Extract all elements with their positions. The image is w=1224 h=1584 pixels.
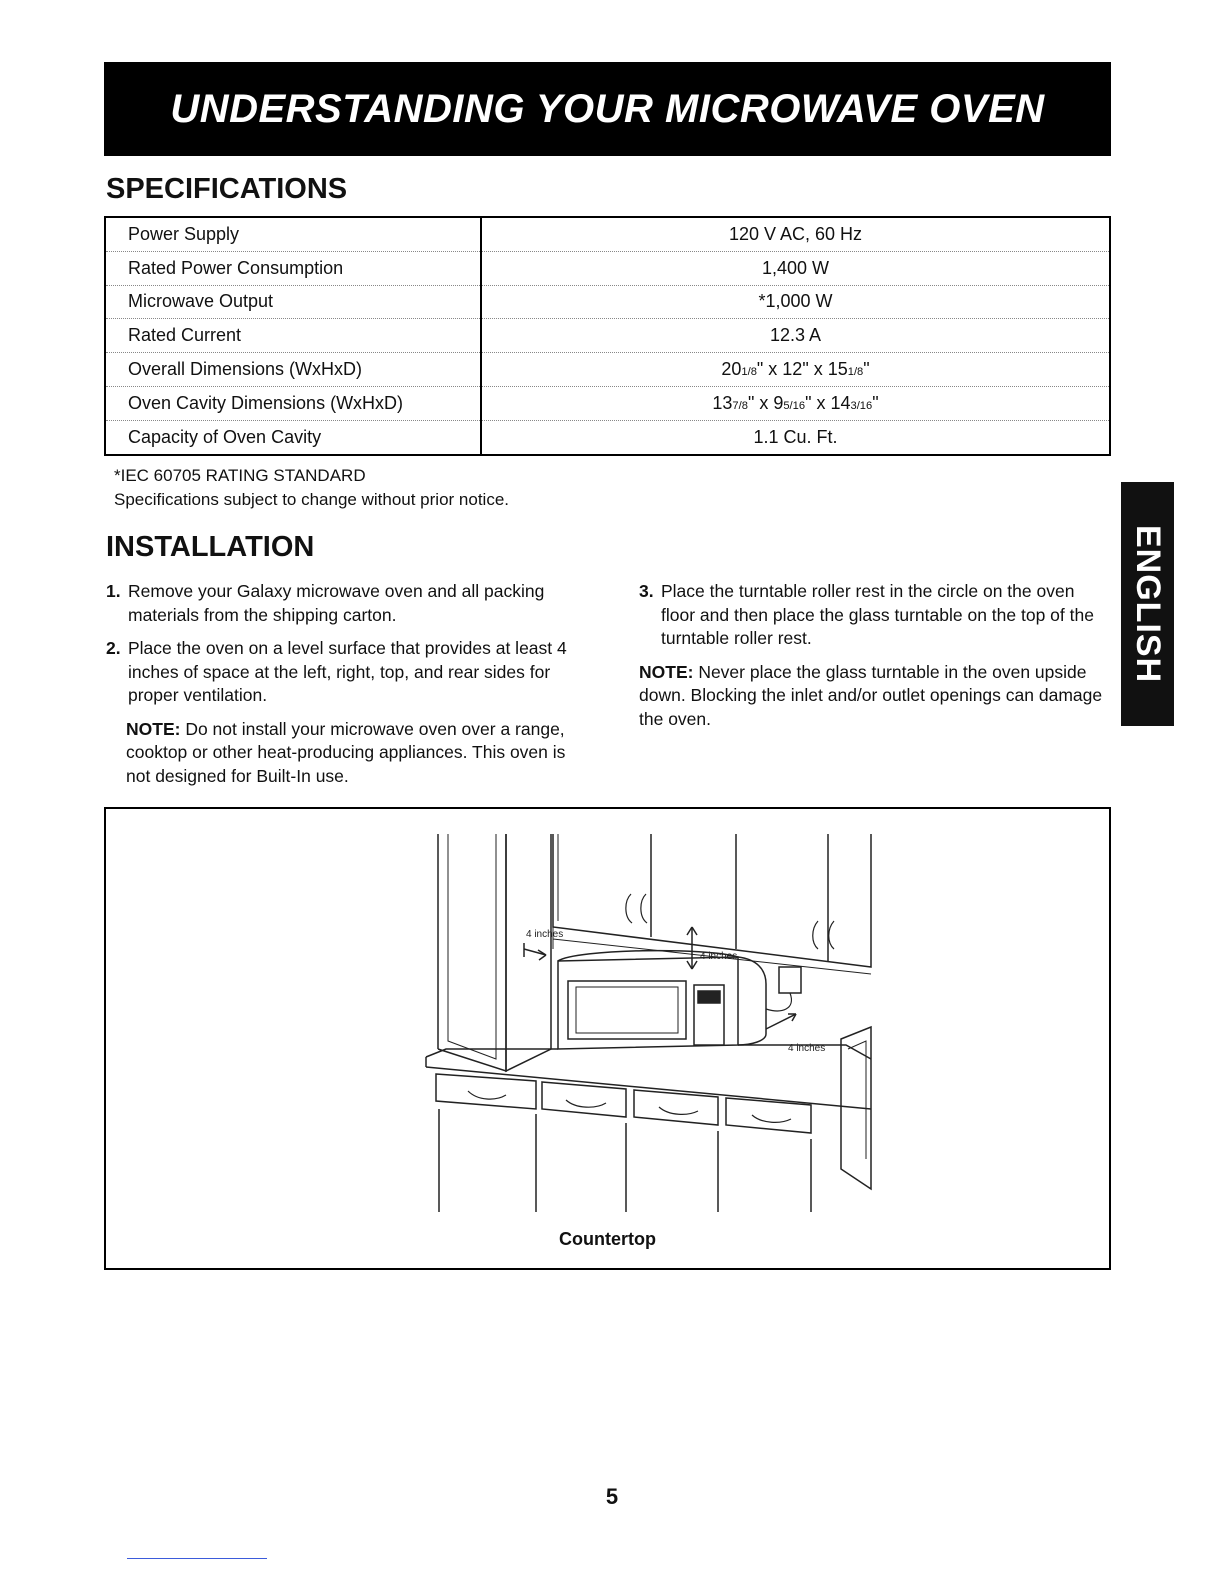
note-text: Do not install your microwave oven over a range, cooktop or other heat-producing appliances. This oven is not designed for Built-In use. <box>126 718 566 786</box>
rating-footnote: *IEC 60705 RATING STANDARD <box>114 466 366 485</box>
installation-heading: INSTALLATION <box>106 531 315 563</box>
turntable-note <box>639 661 1109 732</box>
step-number: 2. <box>106 638 121 658</box>
table-row <box>105 386 1110 420</box>
kitchen-illustration <box>106 809 1109 1268</box>
step-text: Place the oven on a level surface that provides at least 4 inches of space at the left, right, top, and rear sides for proper ventilation. <box>128 638 567 705</box>
spec-value: 12.3 A <box>481 319 1110 353</box>
installation-figure <box>104 807 1111 1270</box>
table-row <box>105 251 1110 285</box>
spec-label: Rated Current <box>105 319 481 353</box>
language-tab <box>1121 482 1174 726</box>
spec-value: 201/8" x 12" x 151/8" <box>481 353 1110 387</box>
language-tab-label: ENGLISH <box>1129 524 1167 684</box>
table-row <box>105 217 1110 251</box>
list-item <box>106 637 576 708</box>
page-title: UNDERSTANDING YOUR MICROWAVE OVEN <box>170 86 1045 131</box>
specifications-table <box>104 216 1111 456</box>
spec-value: 120 V AC, 60 Hz <box>481 217 1110 251</box>
page-number: 5 <box>605 1484 619 1509</box>
right-clearance-label: 4 inches <box>788 1043 826 1054</box>
spec-label: Overall Dimensions (WxHxD) <box>105 353 481 387</box>
step-text: Place the turntable roller rest in the circle on the oven floor and then place the glass turntable on the top of the turntable roller rest. <box>661 581 1094 648</box>
spec-value: 1,400 W <box>481 251 1110 285</box>
left-clearance-label: 4 inches <box>526 929 564 940</box>
installation-note <box>106 718 576 789</box>
spec-value: *1,000 W <box>481 285 1110 319</box>
note-text: Never place the glass turntable in the oven upside down. Blocking the inlet and/or outlet openings can damage the oven. <box>639 661 1103 729</box>
spec-value: 137/8" x 95/16" x 143/16" <box>481 386 1110 420</box>
spec-label: Microwave Output <box>105 285 481 319</box>
step-number: 1. <box>106 581 121 601</box>
spec-label: Oven Cavity Dimensions (WxHxD) <box>105 386 481 420</box>
figure-caption: Countertop <box>559 1229 656 1249</box>
top-clearance-label: 4 inches <box>700 951 738 962</box>
list-item <box>639 580 1109 651</box>
footer-rule <box>127 1558 267 1559</box>
spec-label: Power Supply <box>105 217 481 251</box>
table-row <box>105 353 1110 387</box>
specifications-heading: SPECIFICATIONS <box>106 173 348 205</box>
spec-notice: Specifications subject to change without prior notice. <box>114 490 510 509</box>
list-item <box>106 580 576 627</box>
page-banner <box>104 62 1111 156</box>
table-row <box>105 420 1110 454</box>
step-text: Remove your Galaxy microwave oven and all packing materials from the shipping carton. <box>128 581 545 625</box>
step-number: 3. <box>639 581 654 601</box>
spec-label: Rated Power Consumption <box>105 251 481 285</box>
installation-left-column <box>106 580 576 788</box>
note-label: NOTE: <box>126 718 181 739</box>
spec-label: Capacity of Oven Cavity <box>105 420 481 454</box>
installation-right-column <box>639 580 1109 731</box>
table-row <box>105 319 1110 353</box>
table-row <box>105 285 1110 319</box>
note-label: NOTE: <box>639 661 694 682</box>
spec-value: 1.1 Cu. Ft. <box>753 426 838 447</box>
